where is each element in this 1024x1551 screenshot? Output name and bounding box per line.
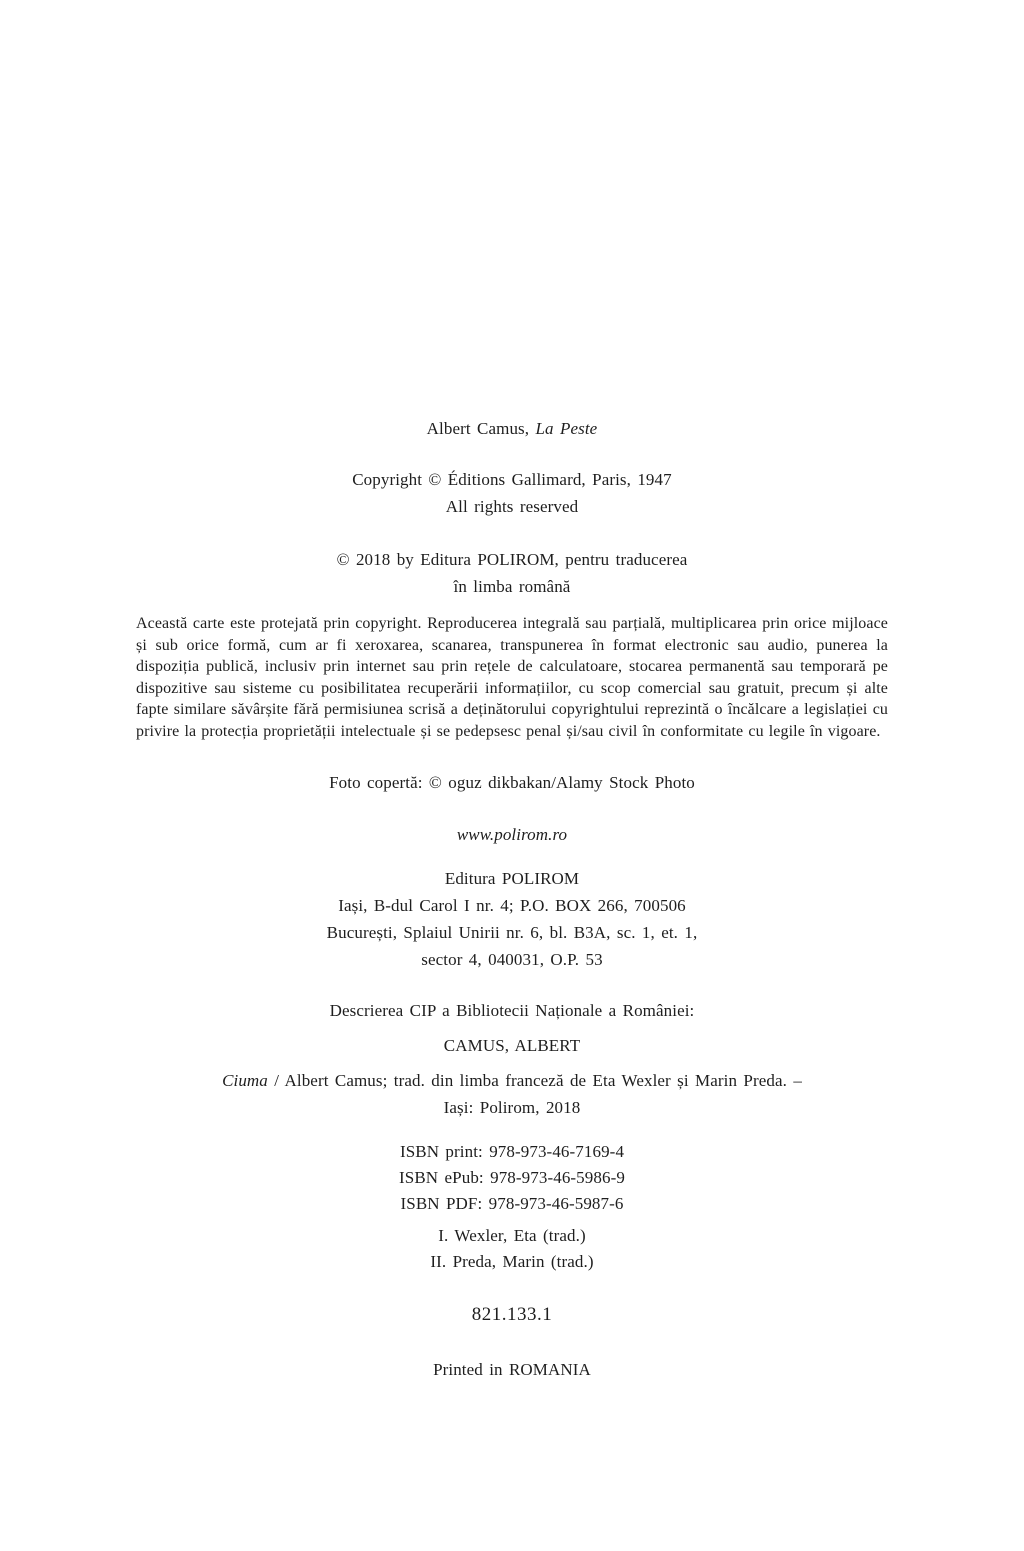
isbn-pdf: ISBN PDF: 978-973-46-5987-6: [400, 1194, 624, 1213]
publisher-address-iasi: Iași, B-dul Carol I nr. 4; P.O. BOX 266, 700506: [338, 896, 686, 915]
cip-title-italic: Ciuma: [222, 1071, 268, 1090]
title-line: [0, 417, 1024, 441]
polirom-copyright: [0, 546, 1024, 600]
photo-credit-block: [0, 769, 1024, 796]
isbn-epub: ISBN ePub: 978-973-46-5986-9: [399, 1168, 625, 1187]
author-name: Albert Camus,: [426, 419, 530, 438]
original-title-italic: La Peste: [535, 419, 598, 438]
isbn-list: [0, 1139, 1024, 1217]
publisher-address: [0, 865, 1024, 973]
publisher-address-bucuresti: București, Splaiul Unirii nr. 6, bl. B3A, sc. 1, et. 1,: [326, 923, 698, 942]
cip-heading-block: [0, 997, 1024, 1024]
photo-credit: Foto copertă: © oguz dikbakan/Alamy Stock Photo: [329, 773, 695, 792]
publisher-name: Editura POLIROM: [444, 869, 580, 888]
udc-number: 821.133.1: [471, 1304, 553, 1325]
cip-entry: [0, 1067, 1024, 1121]
cip-author-block: [0, 1032, 1024, 1059]
translator-preda: II. Preda, Marin (trad.): [430, 1252, 594, 1271]
rights-reserved-line: All rights reserved: [445, 497, 579, 516]
cip-heading: Descrierea CIP a Bibliotecii Naționale a României:: [329, 1001, 695, 1020]
translator-wexler: I. Wexler, Eta (trad.): [438, 1226, 586, 1245]
cip-entry-line2: Iași: Polirom, 2018: [443, 1098, 581, 1117]
legal-notice: Această carte este protejată prin copyright. Reproducerea integrală sau parțială, multiplicarea prin orice mijloace și sub orice formă, cum ar fi xeroxarea, scanarea, transpunerea în format electronic sau audio, punerea la dispoziția publică, inclusiv prin internet sau prin rețele de calculatoare, stocarea permanentă sau temporară pe dispozitive sau sisteme cu posibilitatea recuperării informațiilor, cu scop comercial sau gratuit, precum și alte fapte similare săvârșite fără permisiunea scrisă a deținătorului copyrightului reprezintă o încălcare a legislației cu privire la protecția proprietății intelectuale și se pedepsesc penal și/sau civil în conformitate cu legile în vigoare.: [136, 615, 888, 740]
publisher-address-sector: sector 4, 040031, O.P. 53: [421, 950, 603, 969]
printed-in: Printed in ROMANIA: [433, 1360, 591, 1379]
gallimard-copyright-line: Copyright © Éditions Gallimard, Paris, 1947: [352, 470, 672, 489]
polirom-copyright-line: © 2018 by Editura POLIROM, pentru traducerea: [336, 550, 688, 569]
polirom-copyright-line2: în limba română: [453, 577, 571, 596]
cip-author: CAMUS, ALBERT: [443, 1036, 581, 1055]
cip-entry-line1: [0, 1067, 1024, 1094]
translator-list: [0, 1223, 1024, 1275]
isbn-print: ISBN print: 978-973-46-7169-4: [399, 1142, 625, 1161]
publisher-website: www.polirom.ro: [456, 825, 568, 844]
gallimard-copyright: [0, 466, 1024, 520]
cip-entry-text: / Albert Camus; trad. din limba franceză de Eta Wexler și Marin Preda. –: [274, 1071, 802, 1090]
